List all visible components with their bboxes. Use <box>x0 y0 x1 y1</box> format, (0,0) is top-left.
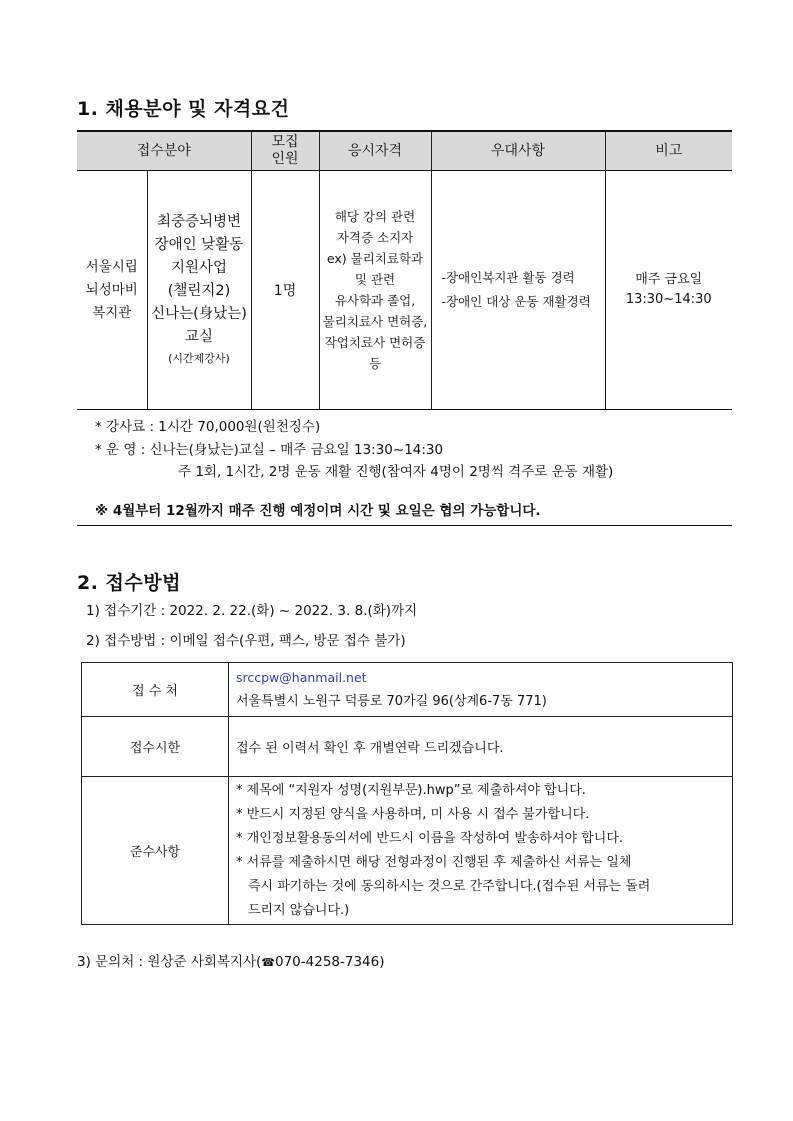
qualification-line: 작업치료사 면허증 <box>324 335 426 350</box>
cell-organization <box>77 171 147 410</box>
program-line: (챌린지2) <box>167 283 231 299</box>
value-deadline: 접수 된 이력서 확인 후 개별연락 드리겠습니다. <box>229 717 733 777</box>
program-note: (시간제강사) <box>168 352 230 365</box>
org-line: 복지관 <box>92 304 132 321</box>
qualification-line: 해당 강의 관련 <box>334 209 416 224</box>
preference-line: -장애인복지관 활동 경력 <box>441 270 575 285</box>
address-text: 서울특별시 노원구 덕릉로 70가길 96(상계6-7동 771) <box>236 693 547 709</box>
note-line: 13:30~14:30 <box>625 292 712 307</box>
qualification-line: 등 <box>368 356 382 371</box>
label-deadline: 접수시한 <box>82 717 229 777</box>
cell-preference <box>431 171 605 410</box>
program-line: 최중증뇌병변 <box>156 214 242 230</box>
value-receiver <box>229 663 733 717</box>
note-line: 매주 금요일 <box>635 272 703 287</box>
rule-item: 즉시 파기하는 것에 동의하시는 것으로 간주합니다.(접수된 서류는 돌려 <box>248 878 651 894</box>
cell-note <box>605 171 732 410</box>
cell-count: 1명 <box>251 171 319 410</box>
application-table <box>81 662 733 925</box>
header-preference <box>431 131 605 171</box>
section2-title: 2. 접수방법 <box>77 572 181 594</box>
contact-prefix: 3) 문의처 : 원상준 사회복지사( <box>77 954 262 970</box>
cell-program <box>147 171 251 410</box>
value-rules <box>229 777 733 925</box>
notice-line: ※ 4월부터 12월까지 매주 진행 예정이며 시간 및 요일은 협의 가능합니다. <box>95 503 541 519</box>
qualification-line: ex) 물리치료학과 <box>326 251 424 266</box>
method-line: 2) 접수방법 : 이메일 접수(우편, 팩스, 방문 접수 불가) <box>86 633 406 649</box>
qualification-line: 자격증 소지자 <box>336 230 414 245</box>
email-link[interactable]: srccpw@hanmail.net <box>236 669 367 685</box>
rule-item: * 서류를 제출하시면 해당 전형과정이 진행된 후 제출하신 서류는 일체 <box>236 854 632 870</box>
qualification-line: 물리치료사 면허증, <box>322 314 428 329</box>
fee-line: * 강사료 : 1시간 70,000원(원천징수) <box>95 419 321 435</box>
rule-item: 드리지 않습니다.) <box>248 902 350 918</box>
qualification-line: 유사학과 졸업, <box>334 293 416 308</box>
contact-line <box>77 950 385 970</box>
header-text: 응시자격 <box>347 142 403 159</box>
label-receiver: 접 수 처 <box>82 663 229 717</box>
cell-qualification <box>319 171 431 410</box>
header-text: 인원 <box>271 151 299 167</box>
header-text: 접수분야 <box>136 142 191 159</box>
operation-detail-line: 주 1회, 1시간, 2명 운동 재활 진행(참여자 4명이 2명씩 격주로 운동 재활) <box>178 464 614 480</box>
header-text: 비고 <box>655 142 683 159</box>
header-field <box>77 131 251 171</box>
header-text: 모집 <box>271 134 299 150</box>
header-text: 우대사항 <box>490 142 546 159</box>
program-line: 장애인 낮활동 <box>154 237 244 253</box>
contact-phone: 070-4258-7346) <box>275 954 385 970</box>
org-line: 서울시립 <box>85 258 138 275</box>
header-count <box>251 131 319 171</box>
period-line: 1) 접수기간 : 2022. 2. 22.(화) ~ 2022. 3. 8.(화)까지 <box>86 603 418 619</box>
recruitment-table <box>77 130 732 410</box>
rule-item: * 제목에 “지원자 성명(지원부문).hwp”로 제출하셔야 합니다. <box>236 782 586 798</box>
header-note <box>605 131 732 171</box>
operation-line: * 운 영 : 신나는(身났는)교실 – 매주 금요일 13:30~14:30 <box>95 442 444 458</box>
section1-bottom-rule <box>77 525 732 526</box>
label-rules: 준수사항 <box>82 777 229 925</box>
org-line: 뇌성마비 <box>85 281 138 298</box>
header-qualification <box>319 131 431 171</box>
program-line: 지원사업 <box>170 260 228 276</box>
phone-icon: ☎ <box>261 956 275 969</box>
qualification-line: 및 관련 <box>354 272 396 287</box>
rule-item: * 반드시 지정된 양식을 사용하며, 미 사용 시 접수 불가합니다. <box>236 806 590 822</box>
section1-title: 1. 채용분야 및 자격요건 <box>77 98 290 120</box>
rule-item: * 개인정보활용동의서에 반드시 이름을 작성하여 발송하셔야 합니다. <box>236 830 624 846</box>
program-line: 신나는(身났는) <box>151 306 247 322</box>
preference-line: -장애인 대상 운동 재활경력 <box>441 294 591 309</box>
program-line: 교실 <box>185 329 214 345</box>
